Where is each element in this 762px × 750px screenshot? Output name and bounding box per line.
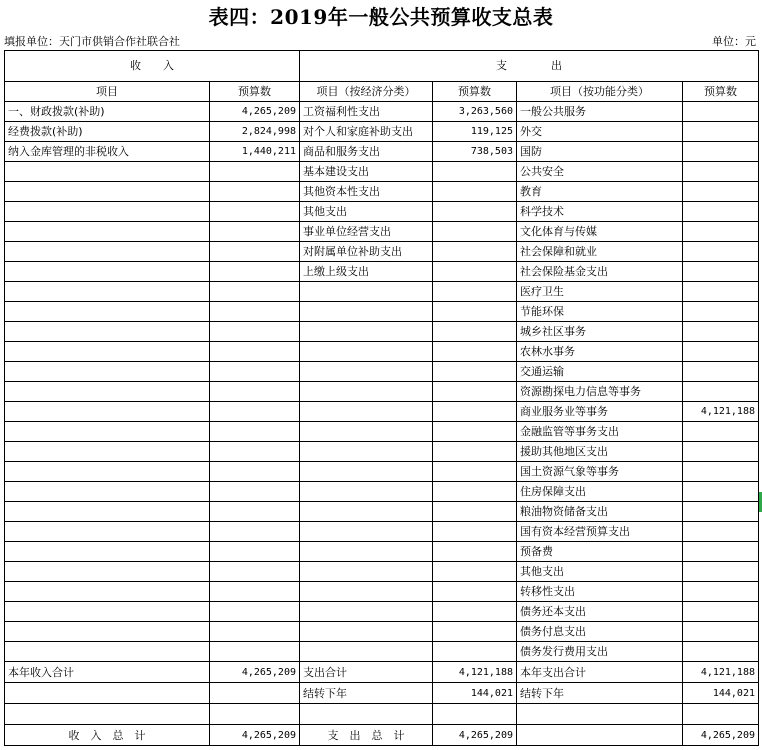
table-row: [5, 282, 759, 302]
income-item-value: [210, 322, 300, 342]
table-row: [5, 202, 759, 222]
empty-cell: [517, 725, 683, 746]
budget-table: [4, 50, 759, 746]
func-item-label: 资源勘探电力信息等事务: [517, 382, 683, 402]
income-item-label: [5, 642, 210, 662]
econ-item-value: [433, 462, 517, 482]
econ-item-label: [300, 462, 433, 482]
func-item-value: [683, 142, 759, 162]
income-item-value: [210, 622, 300, 642]
income-item-label: 经费拨款(补助): [5, 122, 210, 142]
column-header-row: [5, 82, 759, 102]
filler-unit: 填报单位：天门市供销合作社联合社: [4, 35, 180, 48]
table-row: [5, 502, 759, 522]
econ-item-label: [300, 322, 433, 342]
carry-func-value: 144,021: [683, 683, 759, 704]
grand-expense-label: 支 出 总 计: [300, 725, 433, 746]
table-row: [5, 342, 759, 362]
func-item-label: 医疗卫生: [517, 282, 683, 302]
econ-item-value: [433, 442, 517, 462]
income-item-value: [210, 202, 300, 222]
income-item-value: [210, 582, 300, 602]
func-item-value: [683, 482, 759, 502]
func-item-label: 一般公共服务: [517, 102, 683, 122]
func-item-value: [683, 422, 759, 442]
table-row: [5, 182, 759, 202]
econ-item-label: 其他支出: [300, 202, 433, 222]
econ-item-label: [300, 562, 433, 582]
income-item-value: [210, 382, 300, 402]
income-total-value: 4,265,209: [210, 662, 300, 683]
func-item-label: 社会保险基金支出: [517, 262, 683, 282]
income-item-value: [210, 362, 300, 382]
func-item-label: 其他支出: [517, 562, 683, 582]
income-item-value: [210, 222, 300, 242]
income-item-value: [210, 502, 300, 522]
func-item-value: [683, 582, 759, 602]
econ-item-value: [433, 482, 517, 502]
expense-section-header: 支 出: [300, 51, 759, 82]
income-item-value: [210, 542, 300, 562]
econ-item-value: [433, 342, 517, 362]
func-item-label: 债务付息支出: [517, 622, 683, 642]
func-item-value: [683, 602, 759, 622]
func-item-value: [683, 362, 759, 382]
econ-item-label: [300, 382, 433, 402]
col-header-budget: 预算数: [210, 82, 300, 102]
econ-item-value: [433, 302, 517, 322]
func-item-value: [683, 642, 759, 662]
econ-item-label: [300, 342, 433, 362]
table-row: [5, 302, 759, 322]
econ-total-label: 支出合计: [300, 662, 433, 683]
func-item-label: 节能环保: [517, 302, 683, 322]
func-item-value: [683, 302, 759, 322]
col-header-econ: 项目（按经济分类）: [300, 82, 433, 102]
econ-item-label: [300, 502, 433, 522]
income-item-label: [5, 602, 210, 622]
page-title: 表四：2019年一般公共预算收支总表: [208, 5, 554, 29]
func-item-label: 国有资本经营预算支出: [517, 522, 683, 542]
func-item-label: 金融监管等事务支出: [517, 422, 683, 442]
func-item-value: [683, 502, 759, 522]
econ-item-value: [433, 402, 517, 422]
col-header-item: 项目: [5, 82, 210, 102]
table-row: [5, 622, 759, 642]
income-item-value: 1,440,211: [210, 142, 300, 162]
grand-func-value: 4,265,209: [683, 725, 759, 746]
func-item-value: [683, 262, 759, 282]
income-item-value: [210, 262, 300, 282]
econ-item-label: 事业单位经营支出: [300, 222, 433, 242]
total-row: [5, 662, 759, 683]
grand-expense-value: 4,265,209: [433, 725, 517, 746]
econ-item-value: [433, 182, 517, 202]
econ-item-value: 3,263,560: [433, 102, 517, 122]
func-item-label: 交通运输: [517, 362, 683, 382]
func-item-value: [683, 322, 759, 342]
carry-econ-value: 144,021: [433, 683, 517, 704]
func-item-label: 教育: [517, 182, 683, 202]
econ-total-value: 4,121,188: [433, 662, 517, 683]
table-row: [5, 242, 759, 262]
func-item-value: 4,121,188: [683, 402, 759, 422]
empty-cell: [5, 704, 210, 725]
carry-func-label: 结转下年: [517, 683, 683, 704]
econ-item-label: 对个人和家庭补助支出: [300, 122, 433, 142]
econ-item-value: [433, 562, 517, 582]
econ-item-value: [433, 362, 517, 382]
carry-forward-row: [5, 683, 759, 704]
table-row: [5, 642, 759, 662]
grand-income-value: 4,265,209: [210, 725, 300, 746]
income-item-value: [210, 402, 300, 422]
table-row: [5, 422, 759, 442]
income-item-value: [210, 602, 300, 622]
empty-cell: [210, 704, 300, 725]
income-item-label: [5, 422, 210, 442]
func-item-label: 债务还本支出: [517, 602, 683, 622]
income-item-label: [5, 342, 210, 362]
econ-item-value: [433, 642, 517, 662]
econ-item-label: [300, 422, 433, 442]
func-item-label: 城乡社区事务: [517, 322, 683, 342]
func-item-value: [683, 382, 759, 402]
func-item-label: 外交: [517, 122, 683, 142]
econ-item-label: [300, 402, 433, 422]
func-item-label: 商业服务业等事务: [517, 402, 683, 422]
func-item-label: 转移性支出: [517, 582, 683, 602]
table-row: [5, 262, 759, 282]
income-item-label: 一、财政拨款(补助): [5, 102, 210, 122]
func-item-value: [683, 102, 759, 122]
table-row: [5, 122, 759, 142]
econ-item-label: [300, 642, 433, 662]
income-item-value: [210, 482, 300, 502]
income-item-label: [5, 502, 210, 522]
econ-item-value: [433, 622, 517, 642]
func-item-value: [683, 162, 759, 182]
econ-item-label: 上缴上级支出: [300, 262, 433, 282]
income-item-value: [210, 242, 300, 262]
empty-cell: [300, 704, 433, 725]
func-item-label: 住房保障支出: [517, 482, 683, 502]
table-row: [5, 582, 759, 602]
econ-item-value: [433, 242, 517, 262]
income-item-value: 4,265,209: [210, 102, 300, 122]
empty-cell: [433, 704, 517, 725]
econ-item-value: [433, 422, 517, 442]
func-item-value: [683, 202, 759, 222]
func-item-value: [683, 442, 759, 462]
econ-item-label: 对附属单位补助支出: [300, 242, 433, 262]
econ-item-label: [300, 302, 433, 322]
income-item-value: [210, 642, 300, 662]
econ-item-value: [433, 322, 517, 342]
income-item-value: [210, 162, 300, 182]
income-item-label: [5, 202, 210, 222]
income-item-label: [5, 402, 210, 422]
table-row: [5, 542, 759, 562]
func-item-value: [683, 282, 759, 302]
budget-table-totals: [5, 662, 759, 746]
income-item-label: [5, 482, 210, 502]
econ-item-value: [433, 202, 517, 222]
income-item-value: [210, 422, 300, 442]
income-item-value: [210, 442, 300, 462]
income-item-label: [5, 362, 210, 382]
grand-total-row: [5, 725, 759, 746]
func-item-label: 粮油物资储备支出: [517, 502, 683, 522]
empty-cell: [210, 683, 300, 704]
income-item-value: 2,824,998: [210, 122, 300, 142]
func-item-label: 国防: [517, 142, 683, 162]
econ-item-value: [433, 522, 517, 542]
func-item-label: 文化体育与传媒: [517, 222, 683, 242]
econ-item-label: 其他资本性支出: [300, 182, 433, 202]
table-row: [5, 382, 759, 402]
income-section-header: 收 入: [5, 51, 300, 82]
econ-item-value: [433, 262, 517, 282]
table-row: [5, 562, 759, 582]
income-total-label: 本年收入合计: [5, 662, 210, 683]
func-item-label: 科学技术: [517, 202, 683, 222]
econ-item-label: [300, 362, 433, 382]
table-row: [5, 322, 759, 342]
income-item-value: [210, 302, 300, 322]
econ-item-label: [300, 602, 433, 622]
income-item-label: [5, 442, 210, 462]
func-item-value: [683, 342, 759, 362]
econ-item-value: [433, 222, 517, 242]
income-item-label: [5, 182, 210, 202]
col-header-budget-func: 预算数: [683, 82, 759, 102]
func-total-value: 4,121,188: [683, 662, 759, 683]
carry-econ-label: 结转下年: [300, 683, 433, 704]
income-item-value: [210, 182, 300, 202]
econ-item-value: [433, 582, 517, 602]
income-item-label: [5, 162, 210, 182]
func-total-label: 本年支出合计: [517, 662, 683, 683]
blank-row: [5, 704, 759, 725]
income-item-label: [5, 582, 210, 602]
econ-item-value: [433, 282, 517, 302]
func-item-value: [683, 622, 759, 642]
table-row: [5, 522, 759, 542]
income-item-value: [210, 562, 300, 582]
income-item-label: [5, 522, 210, 542]
func-item-value: [683, 522, 759, 542]
income-item-label: [5, 542, 210, 562]
empty-cell: [517, 704, 683, 725]
func-item-value: [683, 222, 759, 242]
func-item-value: [683, 562, 759, 582]
func-item-label: 农林水事务: [517, 342, 683, 362]
income-item-value: [210, 462, 300, 482]
income-item-value: [210, 342, 300, 362]
econ-item-label: [300, 522, 433, 542]
empty-cell: [5, 683, 210, 704]
econ-item-label: [300, 622, 433, 642]
table-row: [5, 162, 759, 182]
table-row: [5, 142, 759, 162]
func-item-label: 援助其他地区支出: [517, 442, 683, 462]
col-header-budget-econ: 预算数: [433, 82, 517, 102]
income-item-label: 纳入金库管理的非税收入: [5, 142, 210, 162]
func-item-label: 公共安全: [517, 162, 683, 182]
func-item-label: 国土资源气象等事务: [517, 462, 683, 482]
table-row: [5, 602, 759, 622]
econ-item-value: [433, 162, 517, 182]
func-item-label: 预备费: [517, 542, 683, 562]
income-item-label: [5, 462, 210, 482]
unit-label: 单位：元: [712, 35, 756, 48]
table-row: [5, 402, 759, 422]
table-row: [5, 102, 759, 122]
econ-item-value: 119,125: [433, 122, 517, 142]
econ-item-label: 基本建设支出: [300, 162, 433, 182]
econ-item-label: [300, 582, 433, 602]
table-row: [5, 362, 759, 382]
income-item-value: [210, 282, 300, 302]
econ-item-label: [300, 482, 433, 502]
func-item-value: [683, 462, 759, 482]
func-item-value: [683, 182, 759, 202]
income-item-label: [5, 222, 210, 242]
econ-item-value: [433, 542, 517, 562]
econ-item-value: [433, 502, 517, 522]
econ-item-value: [433, 602, 517, 622]
col-header-func: 项目（按功能分类）: [517, 82, 683, 102]
func-item-value: [683, 542, 759, 562]
income-item-value: [210, 522, 300, 542]
table-row: [5, 482, 759, 502]
econ-item-label: 商品和服务支出: [300, 142, 433, 162]
empty-cell: [683, 704, 759, 725]
section-header-row: [5, 51, 759, 82]
func-item-label: 社会保障和就业: [517, 242, 683, 262]
budget-table-body: [5, 51, 759, 662]
table-row: [5, 222, 759, 242]
grand-income-label: 收 入 总 计: [5, 725, 210, 746]
econ-item-value: [433, 382, 517, 402]
income-item-label: [5, 262, 210, 282]
income-item-label: [5, 562, 210, 582]
income-item-label: [5, 622, 210, 642]
income-item-label: [5, 282, 210, 302]
econ-item-label: [300, 542, 433, 562]
income-item-label: [5, 322, 210, 342]
econ-item-value: 738,503: [433, 142, 517, 162]
table-row: [5, 442, 759, 462]
income-item-label: [5, 302, 210, 322]
table-row: [5, 462, 759, 482]
econ-item-label: [300, 442, 433, 462]
func-item-label: 债务发行费用支出: [517, 642, 683, 662]
income-item-label: [5, 242, 210, 262]
func-item-value: [683, 242, 759, 262]
income-item-label: [5, 382, 210, 402]
econ-item-label: 工资福利性支出: [300, 102, 433, 122]
func-item-value: [683, 122, 759, 142]
econ-item-label: [300, 282, 433, 302]
